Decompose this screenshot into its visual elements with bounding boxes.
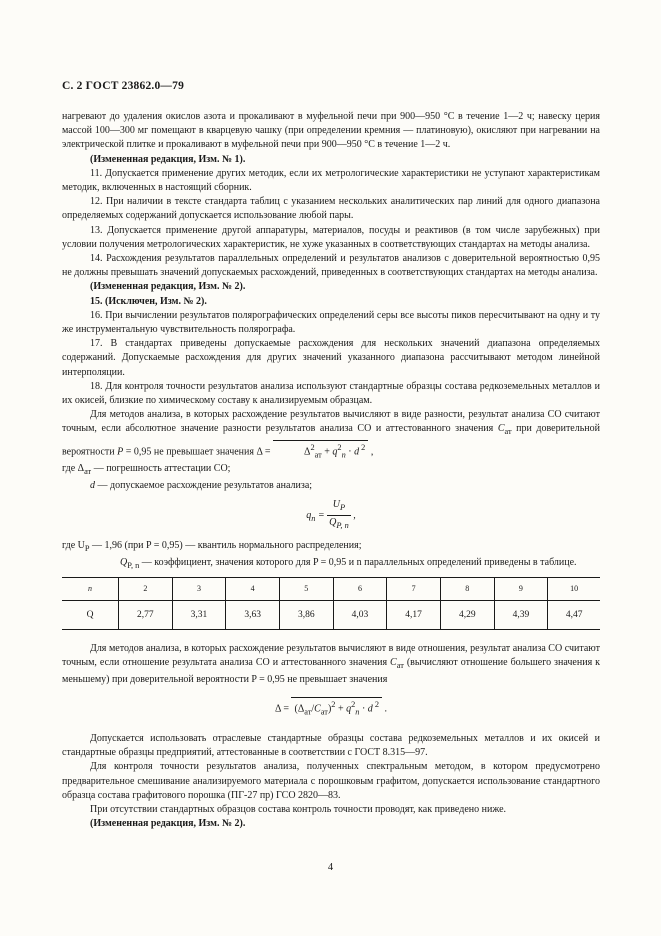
definition: d — допускаемое расхождение результатов анализа; [90, 480, 313, 492]
formula-qn: $q_n$ = $\frac{U_P}{Q_{P, n}}$ , [306, 498, 356, 530]
paragraph: 14. Расхождения результатов параллельных определений и результатов анализов с доверительной вероятностью 0,95 не должны превышать значений допускаемых расхождений, приведенных в соответствующих стандартах на методы анализа. [62, 253, 600, 279]
definition: где $\Delta_{ат}$ — погрешность аттестации СО; [62, 463, 231, 477]
table-cell: 6 [333, 578, 387, 600]
edit-note: (Измененная редакция, Изм. № 1). [90, 153, 246, 165]
table-cell: 4,17 [387, 600, 441, 629]
table-cell: 4,03 [333, 600, 387, 629]
table-cell: 4 [226, 578, 280, 600]
table-cell: 3,63 [226, 600, 280, 629]
paragraph: 11. Допускается применение других методик, если их метрологические характеристики не уступают характеристикам методик, включенных в настоящий сборник. [62, 167, 600, 194]
table-cell: 3,31 [172, 600, 226, 629]
table-cell: 3 [172, 578, 226, 600]
edit-note: (Измененная редакция, Изм. № 2). [90, 281, 246, 293]
formula-delta: $\Delta = (\Delta_{ат}/C_{ат})^2 + q^2_n \cdot d$ $^2$ . [62, 697, 600, 720]
paragraph: нагревают до удаления окислов азота и прокаливают в муфельной печи при 900—950 °С в течение 1—2 ч; навеску церия массой 100—300 мг помещают в кварцевую чашку (при определении кремния — платиновую), окисляют при нагревании на электрической плитке и прокаливают в муфельной печи при 900—950 °С в течение 1—2 ч. [62, 111, 600, 151]
table-cell: 3,86 [279, 600, 333, 629]
paragraph: 13. Допускается применение другой аппаратуры, материалов, посуды и реактивов (в том числе зарубежных) при условии получения метрологических характеристик, не хуже указанных в соответствующих стандартах на методы анализа. [62, 224, 600, 250]
table-row [62, 600, 600, 629]
table-cell: 2 [119, 578, 173, 600]
definition: где $U_P$ — 1,96 (при P = 0,95) — квантиль нормального распределения; [62, 540, 362, 554]
paragraph: Для контроля точности результатов анализа, полученных спектральным методом, в котором предусмотрено предварительное смешивание анализируемого материала с порошковым графитом, допускается использование стандартного образца состава графитового порошка (ПГ-27 пр) ГСО 2820—83. [62, 761, 600, 801]
definition: $Q_{P, n}$ — коэффициент, значения которого для P = 0,95 и n параллельных определений приведены в таблице. [120, 557, 577, 571]
page-header: С. 2 ГОСТ 23862.0—79 [62, 80, 185, 92]
edit-note: (Измененная редакция, Изм. № 2). [90, 818, 246, 830]
table-cell: Q [62, 600, 119, 629]
table-cell: n [62, 578, 119, 600]
table-cell: 4,39 [494, 600, 548, 629]
table-cell: 9 [494, 578, 548, 600]
q-coefficient-table [62, 577, 600, 629]
page-number: 4 [327, 862, 334, 873]
paragraph: 12. При наличии в тексте стандарта таблиц с указанием нескольких аналитических пар линий для одного диапазона определяемых содержаний допускается использование любой пары. [62, 196, 600, 222]
paragraph: При отсутствии стандартных образцов состава контроль точности проводят, как приведено ниже. [90, 803, 507, 815]
paragraph: 17. В стандартах приведены допускаемые расхождения для нескольких значений диапазона определяемых содержаний. Допускаемые расхождения для других значений указанного диапазона рассчитывают методом линейной интерполяции. [62, 338, 600, 378]
paragraph: 15. (Исключен, Изм. № 2). [90, 295, 207, 307]
paragraph: Допускается использовать отраслевые стандартные образцы состава редкоземельных металлов и их окисей и стандартные образцы предприятий, аттестованные в соответствии с ГОСТ 8.315—97. [62, 732, 600, 759]
paragraph: 18. Для контроля точности результатов анализа используют стандартные образцы состава редкоземельных металлов и их окисей, близкие по химическому составу к анализируемым образцам. [62, 380, 600, 407]
table-header-row [62, 578, 600, 600]
table-cell: 7 [387, 578, 441, 600]
table-cell: 10 [548, 578, 600, 600]
paragraph: Для методов анализа, в которых расхождение результатов вычисляют в виде разности, результат анализа СО считают точным, если абсолютное значение разности результатов анализа СО и аттестованного значения $C_{ат}$ при доверительной вероятности P = 0,95 не превышает значения $\Delta = \Delta^2_{ат} + q^2_n \cdot d$ $^2$ , [62, 408, 600, 462]
sqrt-formula: $\Delta^2_{ат} + q^2_n \cdot d$ $^2$ [273, 440, 368, 463]
table-cell: 8 [440, 578, 494, 600]
paragraph: 16. При вычислении результатов полярографических определений серы все высоты пиков пересчитывают на одну и ту же инструментальную чувствительность полярографа. [62, 309, 600, 336]
table-cell: 4,29 [440, 600, 494, 629]
document-body [62, 110, 600, 831]
paragraph: Для методов анализа, в которых расхождение результатов вычисляют в виде отношения, результат анализа СО считают точным, если отношение результата анализа СО и аттестованного значения $C_{ат}$ (вычисляют отношение большего значения к меньшему) при доверительной вероятности P = 0,95 не превышает значения [62, 642, 601, 686]
table-cell: 4,47 [548, 600, 600, 629]
table-cell: 5 [279, 578, 333, 600]
table-cell: 2,77 [119, 600, 173, 629]
